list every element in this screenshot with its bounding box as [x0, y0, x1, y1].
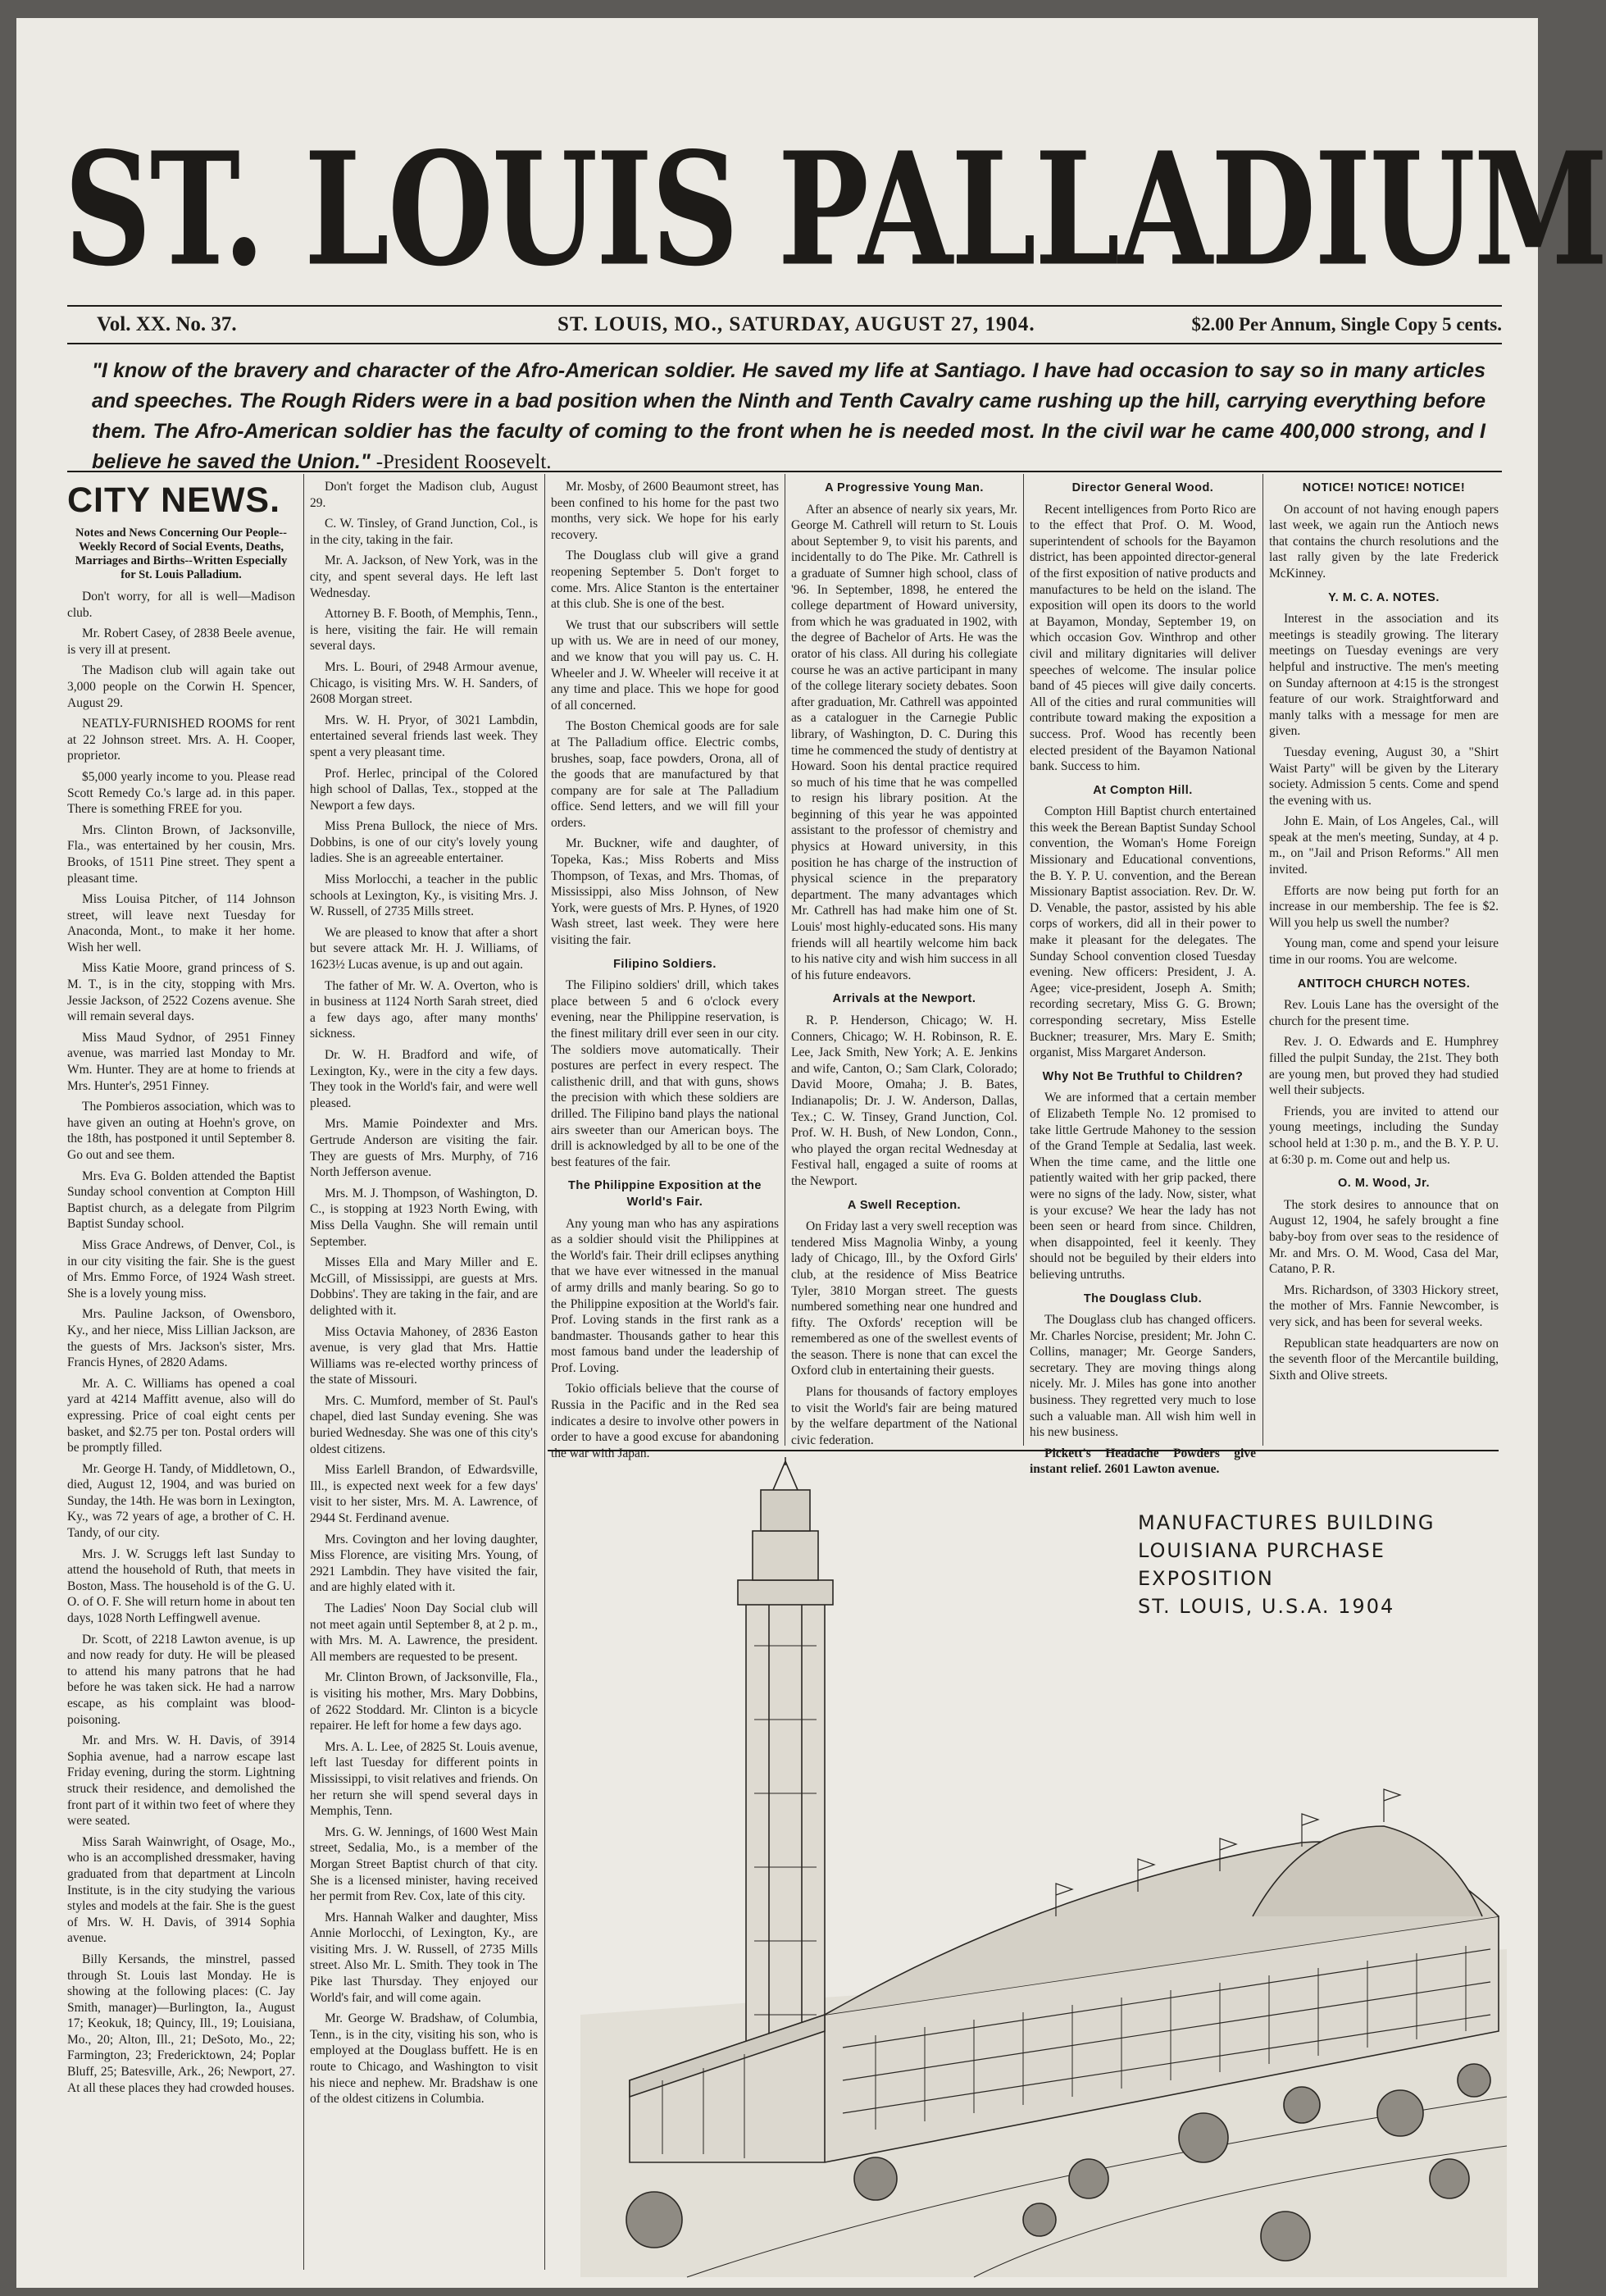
news-item: Miss Katie Moore, grand princess of S. M. T., is in the city, stopping with Mrs. Jessie Jackson, of 2522 Cozens avenue. She will remain several days.	[67, 961, 295, 1024]
news-item: Misses Ella and Mary Miller and E. McGill, of Mississippi, are guests at Mrs. Dobbins'. They are taking in the fair, and are delighted with it.	[310, 1255, 538, 1318]
news-item: Miss Earlell Brandon, of Edwardsville, Ill., is expected next week for a few days' visit to her sister, Mrs. M. A. Lawrence, of 2944 St. Ferdinand avenue.	[310, 1463, 538, 1526]
news-item: Mrs. M. J. Thompson, of Washington, D. C., is stopping at 1923 North Ewing, with Miss Della Vaughn. She will remain until September.	[310, 1186, 538, 1249]
column-divider	[1023, 474, 1024, 1446]
news-item: The Pombieros association, which was to have given an outing at Hoehn's grove, on the 18th, has postponed it until September 8. Go out and see them.	[67, 1100, 295, 1162]
news-item: Don't forget the Madison club, August 29.	[310, 480, 538, 510]
filipino-soldiers-heading: Filipino Soldiers.	[613, 957, 717, 971]
news-item: Miss Louisa Pitcher, of 114 Johnson street, will leave next Tuesday for Anaconda, Mont., to make it her home. Wish her well.	[67, 892, 295, 954]
news-item: The Madison club will again take out 3,000 people on the Corwin H. Spencer, August 29.	[67, 663, 295, 710]
volume-number: Vol. XX. No. 37.	[97, 313, 237, 335]
douglass-club-heading: The Douglass Club.	[1083, 1292, 1203, 1305]
antitoch-church-heading: ANTITOCH CHURCH NOTES.	[1297, 977, 1471, 991]
ymca-item: Tuesday evening, August 30, a "Shirt Waist Party" will be given by the Literary society. Admission 5 cents. Come and spend the evening with us.	[1269, 745, 1499, 808]
news-item: Mrs. A. L. Lee, of 2825 St. Louis avenue, left last Tuesday for different points in Mississippi, to visit relatives and friends. On her return she will spend several days in Memphis, Tenn.	[310, 1739, 538, 1819]
ymca-item: Young man, come and spend your leisure time in our rooms. You are welcome.	[1269, 936, 1499, 968]
philippine-exposition-heading: The Philippine Exposition at the World's Fair.	[568, 1179, 762, 1209]
news-item: The Boston Chemical goods are for sale at The Palladium office. Electric combs, brushes, soap, face powders, Orona, all of the goods that are manufactured by that company are for sale at The Palladium office. Send letters, and we will fill your orders.	[551, 719, 779, 830]
ymca-item: Efforts are now being put forth for an increase in our membership. The fee is $2. Will you help us swell the number?	[1269, 883, 1499, 930]
truthful-children-article: We are informed that a certain member of Elizabeth Temple No. 12 promised to take little Gertrude Mahoney to the session of the Grand Temple at Sedalia, last week. When the time came, and the little one patiently waited with her grip packed, there were no signs of the lady. Now, sister, what is your excuse? We hear the lady has not been seen or heard from since. Children, when disappointed, feel it keenly. They should not be beguiled by their elders into believing untruths.	[1030, 1091, 1256, 1282]
column-society	[1030, 479, 1256, 1477]
news-item: Mr. Clinton Brown, of Jacksonville, Fla., is visiting his mother, Mrs. Mary Dobbins, of 2622 Stoddard. Mr. Clinton is a bicycle repairer. He left for home a few days ago.	[310, 1670, 538, 1733]
director-general-heading: Director General Wood.	[1071, 481, 1214, 494]
column-features	[791, 479, 1017, 1446]
notice-article: On account of not having enough papers last week, we again run the Antioch news that contains the church resolutions and the last rally given by the late Frederick McKinney.	[1269, 502, 1499, 581]
column-announcements	[551, 479, 779, 1460]
truthful-children-heading: Why Not Be Truthful to Children?	[1042, 1069, 1244, 1083]
dateline	[67, 308, 1502, 341]
news-item: Miss Prena Bullock, the niece of Mrs. Dobbins, is one of our city's lovely young ladies. She is an agreeable entertainer.	[310, 819, 538, 866]
swell-reception-article: On Friday last a very swell reception was tendered Miss Magnolia Winby, a young lady of Chicago, Ill., by the Oxford Girls' club, at the residence of Miss Beatrice Tyler, 3810 Morgan street. The guests numbered something near one hundred and fifty. The Oxfords' reception will be remembered as one of the swellest events of the season. There is none that can excel the Oxford club in entertaining their guests.	[791, 1219, 1017, 1378]
dateline-rule	[67, 343, 1502, 344]
news-item: Mr. George W. Bradshaw, of Columbia, Tenn., is in the city, visiting his son, who is employed at the Douglass buffett. He is en route to Chicago, and Washington to visit his niece and nephew. Mr. Bradshaw is one of the oldest citizens in Columbia.	[310, 2011, 538, 2107]
douglass-club-article: The Douglass club has changed officers. Mr. Charles Norcise, president; Mr. John C. Collins, manager; Mr. George Sanders, secretary. They are moving things along nicely. Mr. J. Miles has gone into another business. They regretted very much to lose such a valuable man. All wish him well in his new business.	[1030, 1313, 1256, 1440]
column-personals	[310, 479, 538, 2275]
column-city-news	[67, 479, 295, 2275]
progressive-young-man-heading: A Progressive Young Man.	[825, 481, 984, 494]
wood-item: Mrs. Richardson, of 3303 Hickory street, the mother of Mrs. Fannie Newcomber, is very sick, and has been for several weeks.	[1269, 1282, 1499, 1329]
ymca-item: Interest in the association and its meetings is steadily growing. The literary meetings on Tuesday evenings are very helpful and instructive. The men's meeting on Sunday afternoon at 4:15 is the strongest feature of our work. Straightforward and manly talks with a message for men are given.	[1269, 612, 1499, 739]
column-church-notes	[1269, 479, 1499, 1446]
compton-hill-article: Compton Hill Baptist church entertained this week the Berean Baptist Sunday School convention, the Woman's Home Foreign Missionary and Educational conventions, the B. Y. P. U. convention, and the Berean Missionary Baptist association. Rev. Dr. W. D. Venable, the pastor, assisted by his able corps of workers, did all in their power to make it pleasant for the delegates. The Sunday School convention closed Tuesday evening. New officers: President, J. A. Agee; vice-president, Joseph A. Smith; recording secretary, Miss G. G. Brown; corresponding secretary, Miss Estelle Buckner; treasurer, Mrs. Mary E. Smith; organist, Miss Margaret Anderson.	[1030, 804, 1256, 1060]
news-item: Miss Sarah Wainwright, of Osage, Mo., who is an accomplished dressmaker, having graduated from that department at Lincoln Institute, is in the city studying the various styles and models at the fair. She is the guest of Mrs. W. H. Davis, of 3914 Sophia avenue.	[67, 1834, 295, 1946]
news-item: The Ladies' Noon Day Social club will not meet again until September 8, at 2 p. m., with Mrs. M. A. Lawrence, the president. All members are requested to be present.	[310, 1601, 538, 1664]
news-item: Mrs. J. W. Scruggs left last Sunday to attend the household of Ruth, that meets in Boston, Mass. The household is of the G. U. O. of O. F. She will return home in about ten days, 1028 North Leffingwell avenue.	[67, 1547, 295, 1626]
column-divider	[544, 474, 545, 2270]
news-item: We trust that our subscribers will settle up with us. We are in need of our money, and we know that you will pay us. C. H. Wheeler and J. W. Wheeler will receive it at any time and place. This we hope for good of all concerned.	[551, 617, 779, 713]
subscription-price: $2.00 Per Annum, Single Copy 5 cents.	[1191, 314, 1502, 335]
wood-jr-heading: O. M. Wood, Jr.	[1338, 1177, 1430, 1191]
news-item: Billy Kersands, the minstrel, passed through St. Louis last Monday. He is showing at the following places: (C. Jay Smith, manager)—Burlington, Ia., August 17; Keokuk, 18; Quincy, Ill., 19; Louisiana, Mo., 20; Alton, Ill., 21; DeSoto, Mo., 22; Farmington, 23; Fredericktown, 24; Poplar Bluff, 25; Batesville, Ark., 26; Newport, 27. At all these places they had crowded houses.	[67, 1952, 295, 2095]
plans-item: Plans for thousands of factory employes to visit the World's fair are being matured by the welfare department of the National civic federation.	[791, 1385, 1017, 1447]
news-item: Mr. George H. Tandy, of Middletown, O., died, August 12, 1904, and was buried on Sunday, the 14th. He was born in Lexington, Ky., was 72 years of age, a brother of C. H. Tandy, of our city.	[67, 1461, 295, 1541]
newspaper-page	[16, 18, 1606, 2288]
quote-rule	[67, 471, 1502, 472]
caption-line: MANUFACTURES BUILDING	[1138, 1511, 1435, 1534]
news-item: Mr. A. C. Williams has opened a coal yard at 4214 Maffitt avenue, also will do expressing. Price of coal eight cents per basket, and $2.75 per ton. Postal orders will be promptly filled.	[67, 1376, 295, 1456]
news-item: C. W. Tinsley, of Grand Junction, Col., is in the city, taking in the fair.	[310, 517, 538, 547]
news-item: Mrs. L. Bouri, of 2948 Armour avenue, Chicago, is visiting Mrs. W. H. Sanders, of 2608 Morgan street.	[310, 659, 538, 707]
church-item: Rev. J. O. Edwards and E. Humphrey filled the pulpit Sunday, the 21st. They both are young men, but proved they had studied well their subjects.	[1269, 1035, 1499, 1098]
news-item: Mrs. Mamie Poindexter and Mrs. Gertrude Anderson are visiting the fair. They are guests of Mrs. Murphy, of 716 North Jefferson avenue.	[310, 1117, 538, 1180]
issue-date: ST. LOUIS, MO., SATURDAY, AUGUST 27, 1904.	[557, 313, 1035, 335]
compton-hill-heading: At Compton Hill.	[1093, 783, 1193, 797]
director-general-article: Recent intelligences from Porto Rico are to the effect that Prof. O. M. Wood, superintendent of schools for the Bayamon district, has been appointed director-general of the first exposition of native products and manufactures to be held on the island. The exposition will open its doors to the world at Bayamon, Monday, September 19, on which occasion Gov. Winthrop and other civil and military dignitaries will deliver speeches of welcome. The insular police band of 45 pieces will give daily concerts. All of the cities and rural communities will contribute toward making the exposition a success. Prof. Wood has recently been elected president of the Bayamon National bank. Success to him.	[1030, 502, 1256, 774]
progressive-young-man-article: After an absence of nearly six years, Mr. George M. Cathrell will return to St. Louis about September 9, to visit his parents, and incidentally to do The Pike. Mr. Cathrell is a graduate of Sumner high school, class of '96. In September, 1898, he entered the college department of Howard university, from which he was graduated in 1902, with the degree of Bachelor of Arts. He was the orator of his class. All during his collegiate course he was an active participant in many of the college literary society debates. Soon after graduation, Mr. Cathrell was appointed as a cataloguer in the Carnegie Public library, of Washington, D. C. During this time he commenced the study of dentistry at Howard. Soon his dental practice required so much of his time that he was compelled to resign his library position. At the beginning of this year he was appointed assistant to the professor of chemistry and physics at Howard university, in this position he has charge of the instruction of physical science in the preparatory department. The many advantages which Mr. Cathrell has had make him one of St. Louis' most highly-educated sons. His many friends will all heartily welcome him back to his native city and wish him success in all of his future endeavors.	[791, 502, 1017, 982]
news-item: The father of Mr. W. A. Overton, who is in business at 1124 North Sarah street, died a few days ago, after many months' sickness.	[310, 978, 538, 1041]
newport-arrivals-heading: Arrivals at the Newport.	[832, 992, 976, 1006]
ymca-notes-heading: Y. M. C. A. NOTES.	[1328, 590, 1440, 604]
notice-heading: NOTICE! NOTICE! NOTICE!	[1302, 481, 1466, 494]
news-item: Mr. Mosby, of 2600 Beaumont street, has been confined to his home for the past two months, very sick. We hope for his early recovery.	[551, 480, 779, 542]
news-item: Mr. Buckner, wife and daughter, of Topeka, Kas.; Miss Roberts and Miss Thompson, of Texas, and Mrs. Thomas, of Mississippi, also Miss Johnson, of New York, were guests of Mrs. P. Hynes, of 1920 Wash street, last week. They were here visiting the fair.	[551, 836, 779, 948]
ymca-item: John E. Main, of Los Angeles, Cal., will speak at the men's meeting, Sunday, at 4 p. m., on "Jail and Prison Reforms." All men invited.	[1269, 814, 1499, 877]
quote-text: "I know of the bravery and character of the Afro-American soldier. He saved my life at Santiago. I have had occasion to say so in many articles and speeches. The Rough Riders were in a bad position when the Ninth and Tenth Cavalry came rushing up the hill, carrying everything before them. The Afro-American soldier has the faculty of coming to the front when he is needed most. In the civil war he came 400,000 strong, and I believe he saved the Union."	[92, 359, 1485, 473]
wood-item: Republican state headquarters are now on the seventh floor of the Mercantile building, Sixth and Olive streets.	[1269, 1336, 1499, 1383]
quote-attribution: -President Roosevelt.	[375, 451, 552, 473]
tokio-item: Tokio officials believe that the course of Russia in the Pacific and in the Red sea indicates a desire to involve other powers in order to have a good excuse for abandoning the war with Japan.	[551, 1382, 779, 1460]
news-item: $5,000 yearly income to you. Please read Scott Remedy Co.'s large ad. in this paper. There is something FREE for you.	[67, 769, 295, 817]
news-item: Mrs. Pauline Jackson, of Owensboro, Ky., and her niece, Miss Lillian Jackson, are the guests of Mrs. Jackson's sister, Mrs. Francis Hynes, of 2820 Adams.	[67, 1307, 295, 1370]
newport-arrivals-article: R. P. Henderson, Chicago; W. H. Conners, Chicago; W. H. Robinson, R. E. Lee, Jack Smith, New York; A. E. Jenkins and wife, Canton, O.; Sam Clark, Colorado; David Moore, Omaha; J. B. Bates, Indianapolis; Dr. J. W. Anderson, Dallas, Tex.; C. W. Tinsey, Grand Junction, Col. Prof. W. H. Bush, of New London, Conn., who played the organ recital Wednesday at Festival hall, engaged a suite of rooms at the Newport.	[791, 1014, 1017, 1188]
news-item: Prof. Herlec, principal of the Colored high school of Dallas, Tex., stopped at the Newport a few days.	[310, 766, 538, 813]
news-item: Mrs. W. H. Pryor, of 3021 Lambdin, entertained several friends last week. They spent a very pleasant time.	[310, 713, 538, 759]
news-item: Mrs. Hannah Walker and daughter, Miss Annie Morlocchi, of Lexington, Ky., are visiting Mrs. J. W. Russell, of 2735 Mills street. Also Mr. L. Smith. They took in The Pike last Thursday. They enjoyed our World's fair, and will come again.	[310, 1910, 538, 2005]
news-item: Mrs. Eva G. Bolden attended the Baptist Sunday school convention at Compton Hill Baptist church, as a delegate from Pilgrim Baptist Sunday school.	[67, 1168, 295, 1232]
news-item: Miss Octavia Mahoney, of 2836 Easton avenue, is very glad that Mrs. Hattie Williams was re-elected worthy princess of the state of Missouri.	[310, 1324, 538, 1387]
philippine-exposition-article: Any young man who has any aspirations as a soldier should visit the Philippines at the World's fair. Their drill eclipses anything that we have ever witnessed in the manual of army drills and manly bearing. So go to the Philippine exposition at the World's fair. Prof. Loving stands in the first rank as a bandmaster. Thousands gather to hear this most famous band under the leadership of Prof. Loving.	[551, 1216, 779, 1375]
news-item: Mrs. Clinton Brown, of Jacksonville, Fla., was entertained by her cousin, Mrs. Brooks, of 1511 Pine street. They spent a pleasant time.	[67, 822, 295, 886]
church-item: Friends, you are invited to attend our young meetings, including the Sunday school held at 1:30 p. m., and the B. Y. P. U. at 6:30 p. m. Come out and help us.	[1269, 1104, 1499, 1167]
column-divider	[303, 474, 304, 2270]
news-item: Miss Morlocchi, a teacher in the public schools at Lexington, Ky., is visiting Mrs. J. W. Russell, of 2735 Mills street.	[310, 872, 538, 919]
news-item: Attorney B. F. Booth, of Memphis, Tenn., is here, visiting the fair. He will remain several days.	[310, 607, 538, 654]
news-item: Dr. Scott, of 2218 Lawton avenue, is up and now ready for duty. He will be pleased to attend his many patrons that he had before he was taken sick. He had a narrow escape, as his complaint was blood-poisoning.	[67, 1632, 295, 1727]
news-item: Dr. W. H. Bradford and wife, of Lexington, Ky., were in the city a few days. They took in the World's fair, and were well pleased.	[310, 1048, 538, 1110]
city-news-heading: CITY NEWS.	[67, 481, 281, 520]
news-item: We are pleased to know that after a short but severe attack Mr. H. J. Williams, of 1623½ Lucas avenue, is up and out again.	[310, 925, 538, 973]
swell-reception-heading: A Swell Reception.	[847, 1198, 962, 1212]
pickett-ad: Pickett's Headache Powders give instant relief. 2601 Lawton avenue.	[1030, 1446, 1256, 1477]
filipino-soldiers-article: The Filipino soldiers' drill, which takes place between 5 and 6 o'clock every evening, near the Philippine reservation, is the finest military drill ever seen in our city. The soldiers move automatically. Their postures are perfect in every respect. The calisthenic drill, and that with guns, shows the precision with which these soldiers are drilled. The Filipino band plays the national airs sweeter than our American boys. The drill is acknowledged by all to be one of the best features of the fair.	[551, 978, 779, 1169]
manufactures-building-illustration	[564, 1457, 1523, 2277]
news-item: Mr. and Mrs. W. H. Davis, of 3914 Sophia avenue, had a narrow escape last Friday evening, during the storm. Lightning struck their residence, and demolished the front part of it within two feet of where they were seated.	[67, 1733, 295, 1829]
news-item: The Douglass club will give a grand reopening September 5. Don't forget to come. Mrs. Alice Stanton is the entertainer at this club. She is one of the best.	[551, 549, 779, 612]
news-item: Miss Maud Sydnor, of 2951 Finney avenue, was married last Monday to Mr. Wm. Hunter. They are at home to friends at Mrs. Hunter's, 2951 Finney.	[67, 1030, 295, 1093]
caption-line: ST. LOUIS, U.S.A. 1904	[1138, 1595, 1395, 1618]
roosevelt-quote	[92, 356, 1485, 477]
masthead: ST. LOUIS PALLADIUM	[64, 117, 1606, 301]
news-item: Mr. A. Jackson, of New York, was in the city, and spent several days. He left last Wednesday.	[310, 554, 538, 600]
city-news-subhead: Notes and News Concerning Our People--Weekly Record of Social Events, Deaths, Marriages and Births--Written Especially for St. Louis Palladium.	[75, 526, 288, 581]
news-item: Miss Grace Andrews, of Denver, Col., is in our city visiting the fair. She is the guest of Mrs. Emmo Force, of 1924 Wash street. She is a lovely young miss.	[67, 1237, 295, 1301]
news-item: Don't worry, for all is well—Madison club.	[67, 590, 295, 620]
wood-item: The stork desires to announce that on August 12, 1904, he safely brought a fine baby-boy from over seas to the residence of Mr. and Mrs. O. M. Wood, Casa del Mar, Catano, P. R.	[1269, 1197, 1499, 1277]
news-item: NEATLY-FURNISHED ROOMS for rent at 22 Johnson street. Mrs. A. H. Cooper, proprietor.	[67, 717, 295, 763]
news-item: Mrs. Covington and her loving daughter, Miss Florence, are visiting Mrs. Young, of 2921 Lambdin. They have visited the fair, and are highly elated with it.	[310, 1532, 538, 1595]
news-item: Mrs. C. Mumford, member of St. Paul's chapel, died last Sunday evening. She was buried Wednesday. She was one of this city's oldest citizens.	[310, 1393, 538, 1456]
caption-line: LOUISIANA PURCHASE EXPOSITION	[1138, 1539, 1385, 1590]
news-item: Mr. Robert Casey, of 2838 Beele avenue, is very ill at present.	[67, 626, 295, 657]
news-item: Mrs. G. W. Jennings, of 1600 West Main street, Sedalia, Mo., is a member of the Morgan Street Baptist church of that city. She is a licensed minister, having received her permit from Rev. Cox, late of this city.	[310, 1824, 538, 1904]
masthead-rule	[67, 305, 1502, 307]
church-item: Rev. Louis Lane has the oversight of the church for the present time.	[1269, 998, 1499, 1028]
